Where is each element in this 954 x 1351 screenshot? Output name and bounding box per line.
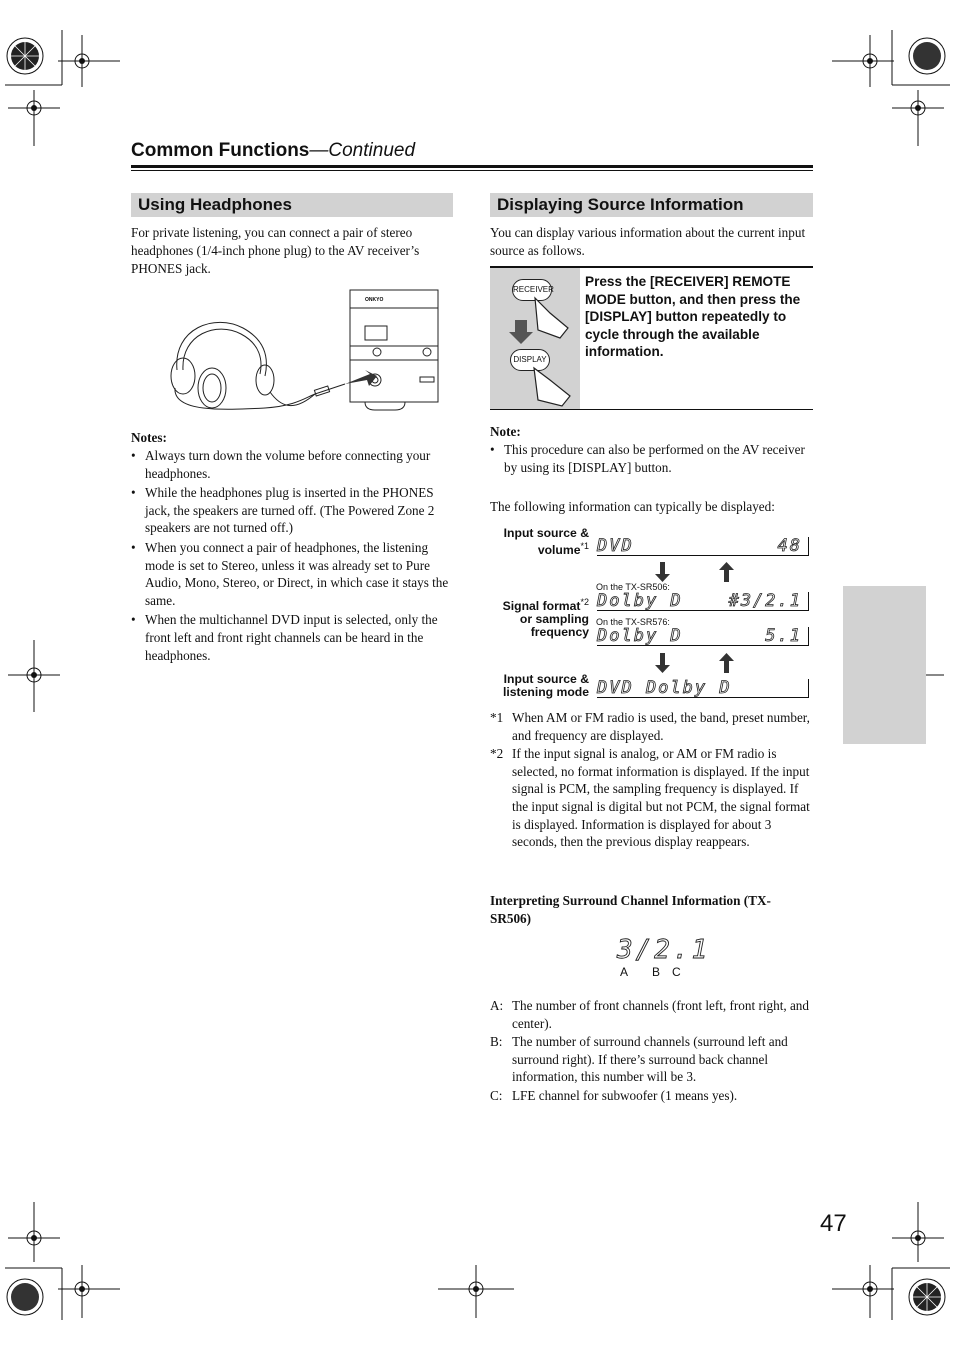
legend-row	[490, 997, 813, 1032]
headphones-intro: For private listening, you can connect a pair of stereo headphones (1/4-inch phone plug) to the AV receiver’s PHONES jack.	[131, 225, 420, 276]
label-signal-format: Signal format$^{*2}$ or sampling frequency	[502, 597, 589, 640]
footnote-text: When AM or FM radio is used, the band, preset number, and frequency are displayed.	[512, 710, 810, 743]
channel-letter-b: B	[652, 965, 661, 979]
list-item: • Always turn down the volume before connecting your headphones.	[131, 447, 453, 482]
section-heading-headphones: Using Headphones	[131, 193, 453, 217]
section-heading-source-info: Displaying Source Information	[490, 193, 813, 217]
header-continued: —Continued	[309, 140, 416, 161]
header-title-text: Common Functions	[131, 140, 310, 161]
note-title: Note:	[490, 424, 521, 439]
lcd-display-3: Dolby D 5.1	[597, 627, 809, 646]
legend-key: A:	[490, 998, 504, 1013]
following-text: The following information can typically be displayed:	[490, 499, 775, 514]
legend-key: B:	[490, 1034, 503, 1050]
step-rule-bottom	[490, 409, 813, 410]
headphones-illustration	[165, 288, 457, 416]
lcd-display-1: DVD 48	[597, 537, 809, 556]
page-header-title	[131, 140, 415, 162]
channel-display: 3/2.1	[617, 935, 711, 965]
legend-row	[490, 1087, 813, 1105]
header-rule	[131, 165, 813, 168]
page-number: 47	[820, 1210, 847, 1237]
legend-key: C:	[490, 1087, 503, 1103]
list-item: • This procedure can also be performed on the AV receiver by using its [DISPLAY] button.	[490, 441, 813, 476]
hand-arrow-icon	[490, 268, 580, 409]
header-rule-thin	[131, 170, 813, 171]
lcd-display-4: DVD Dolby D	[597, 679, 809, 698]
down-arrow-icon	[655, 653, 670, 673]
side-tab	[843, 586, 926, 744]
legend-text: The number of surround channels (surround left and surround right). If there’s surround back channel information, this number will be 3.	[512, 1034, 788, 1085]
cycle-arrows-2	[650, 651, 740, 675]
channel-letter-c: C	[672, 965, 681, 979]
down-arrow-icon	[655, 562, 670, 582]
lcd-display-2: Dolby D #3/2.1	[597, 592, 809, 611]
interp-title: Interpreting Surround Channel Information (TX-SR506)	[490, 893, 771, 926]
label-listening-mode: Input source & listening mode	[503, 672, 589, 699]
list-item: • When you connect a pair of headphones, the listening mode is set to Stereo, unless it was already set to Pure Audio, Mono, Stereo, or Direct, in which case it stays the same.	[131, 539, 453, 609]
display-button: DISPLAY	[510, 349, 550, 371]
footnote-text: If the input signal is analog, or AM or FM radio is selected, no format information is displayed. If the input signal is PCM, the sampling frequency is displayed. If the input signal is digital but not PCM, the signal format is displayed. Information is displayed for about 3 seconds, then the previous display reappears.	[512, 746, 810, 850]
footnote-row	[490, 709, 813, 744]
cycle-arrows-1	[650, 560, 740, 584]
footnote-key: *1	[490, 710, 504, 725]
label-input-volume: Input source & volume$^{*1}$	[503, 526, 589, 558]
up-arrow-icon	[719, 653, 734, 673]
footnote-key: *2	[490, 746, 504, 762]
model-label-576: On the TX-SR576:	[596, 617, 670, 627]
source-info-intro: You can display various information about the current input source as follows.	[490, 225, 806, 258]
channel-legend	[490, 997, 813, 1106]
list-item: • When the multichannel DVD input is selected, only the front left and front right channels can be heard in the headphones.	[131, 611, 453, 664]
notes-list	[131, 447, 453, 666]
device-logo: ONKYO	[365, 297, 384, 303]
list-item: • While the headphones plug is inserted in the PHONES jack, the speakers are turned off. (The Powered Zone 2 speakers are not turned off.)	[131, 484, 453, 537]
legend-row	[490, 1033, 813, 1086]
model-label-506: On the TX-SR506:	[596, 582, 670, 592]
step-instruction: Press the [RECEIVER] REMOTE MODE button, and then press the [DISPLAY] button repeatedly to cycle through the available information.	[585, 274, 801, 359]
footnote-row	[490, 745, 813, 851]
note-list	[490, 441, 813, 478]
up-arrow-icon	[719, 562, 734, 582]
notes-title: Notes:	[131, 430, 167, 445]
receiver-button: RECEIVER	[512, 279, 552, 301]
legend-text: The number of front channels (front left, front right, and center).	[512, 998, 809, 1031]
channel-letter-a: A	[620, 965, 629, 979]
footnotes	[490, 709, 813, 852]
legend-text: LFE channel for subwoofer (1 means yes).	[512, 1087, 738, 1103]
